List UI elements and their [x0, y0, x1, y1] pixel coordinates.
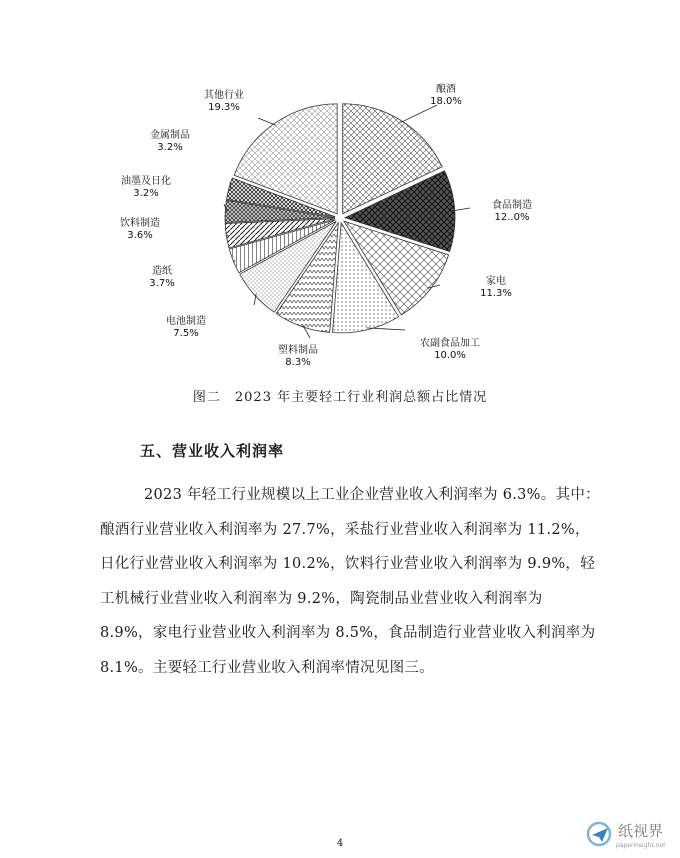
watermark-logo: [586, 818, 676, 854]
slice-label-2: 食品制造: [492, 200, 532, 211]
leader-line-2: [453, 208, 470, 211]
slice-label-8: 饮料制造: [120, 218, 160, 229]
slice-label-1: 酿酒: [436, 84, 456, 95]
leader-line-11: [258, 118, 276, 125]
paper-plane-icon: [586, 820, 614, 848]
slice-label-5: 塑料制品: [278, 345, 318, 356]
slice-value-11: 19.3%: [208, 102, 240, 113]
slice-value-6: 7.5%: [173, 328, 199, 339]
slice-value-2: 12..0%: [494, 212, 530, 223]
paragraph-text: 2023 年轻工行业规模以上工业企业营业收入利润率为 6.3%。其中：酿酒行业营业收入利润率为 27.7%，采盐行业营业收入利润率为 11.2%，日化行业营业收入利润率为 10.2%，饮料行业营业收入利润率为 9.9%，轻工机械行业营业收入利润率为 9.2%，陶瓷制品业营业收入利润率为 8.9%，家电行业营业收入利润率为 8.5%，食品制造行业营业收入利润率为 8.1%。主要轻工行业营业收入利润率情况见图三。: [100, 487, 600, 676]
slice-label-7: 造纸: [152, 266, 172, 277]
slice-label-3: 家电: [486, 276, 506, 287]
slice-value-5: 8.3%: [285, 357, 311, 368]
slice-label-11: 其他行业: [204, 90, 244, 101]
page-number: 4: [336, 838, 344, 849]
section-heading: 五、营业收入利润率: [140, 442, 285, 460]
pie-chart: [0, 0, 680, 380]
slice-value-1: 18.0%: [430, 96, 462, 107]
figure-caption: 图二 2023 年主要轻工行业利润总额占比情况: [192, 390, 488, 405]
watermark-brand: 纸视界: [618, 822, 664, 840]
slice-value-10: 3.2%: [157, 142, 183, 153]
watermark-url: paperinsight.net: [616, 842, 666, 849]
slice-value-4: 10.0%: [434, 350, 466, 361]
slice-label-4: 农副食品加工: [420, 338, 480, 349]
slice-value-3: 11.3%: [480, 288, 512, 299]
body-paragraph: [100, 478, 600, 685]
slice-value-7: 3.7%: [149, 278, 175, 289]
slice-value-8: 3.6%: [127, 230, 153, 241]
slice-value-9: 3.2%: [133, 188, 159, 199]
slice-label-10: 金属制品: [150, 130, 190, 141]
leader-line-8: [226, 235, 228, 236]
slice-label-6: 电池制造: [166, 316, 206, 327]
leader-line-1: [400, 105, 437, 123]
slice-label-9: 油墨及日化: [121, 176, 171, 187]
